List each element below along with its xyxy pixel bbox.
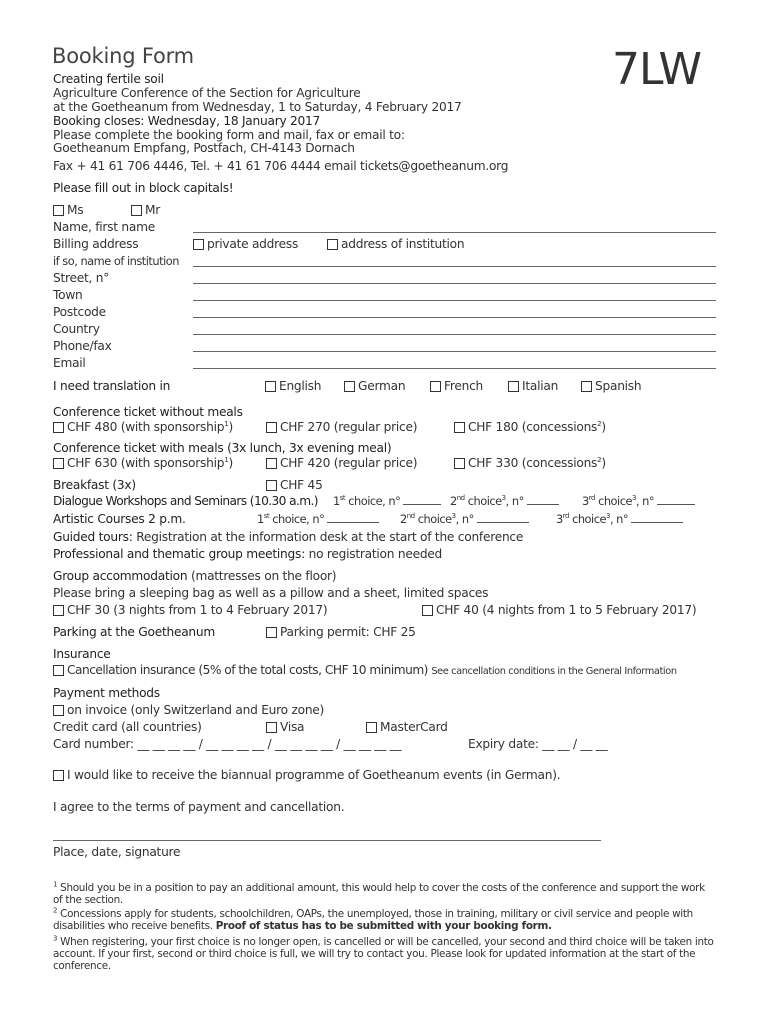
country-field[interactable] <box>193 334 716 335</box>
dialogue-choice-2[interactable]: 2nd choice$^3$, n° <box>450 494 559 508</box>
artistic-choice-1[interactable]: 1st choice, n° <box>257 512 379 526</box>
no-meals-concessions-checkbox[interactable] <box>454 422 465 433</box>
footnote-1: $^1$ Should you be in a position to pay an additional amount, this would help to cover the costs of the conference and support the work of the section. <box>53 880 705 906</box>
institution-name-field[interactable] <box>193 266 716 267</box>
postcode-label: Postcode <box>53 305 106 319</box>
mastercard-option[interactable]: MasterCard <box>366 720 448 734</box>
private-address-option[interactable]: private address <box>193 237 298 251</box>
parking-label: Parking at the Goetheanum <box>53 625 215 639</box>
dialogue-choice-3-field[interactable] <box>657 494 695 505</box>
translation-english[interactable]: English <box>265 379 321 393</box>
french-checkbox[interactable] <box>430 381 441 392</box>
translation-label: I need translation in <box>53 379 171 393</box>
artistic-choice-2[interactable]: 2nd choice$^3$, n° <box>400 512 529 526</box>
insurance-note: See cancellation conditions in the General Information <box>431 666 677 677</box>
parking-option[interactable]: Parking permit: CHF 25 <box>266 625 416 639</box>
breakfast-label: Breakfast (3x) <box>53 478 136 492</box>
meals-sponsorship-checkbox[interactable] <box>53 458 64 469</box>
visa-option[interactable]: Visa <box>266 720 304 734</box>
mr-option[interactable]: Mr <box>131 203 160 217</box>
visa-checkbox[interactable] <box>266 722 277 733</box>
german-checkbox[interactable] <box>344 381 355 392</box>
signature-field[interactable] <box>53 840 601 841</box>
payment-label: Payment methods <box>53 686 160 700</box>
no-meals-regular[interactable]: CHF 270 (regular price) <box>266 420 417 434</box>
name-field[interactable] <box>193 232 716 233</box>
footnote-3: $^3$ When registering, your first choice is no longer open, is cancelled or will be cancelled, your second and third choice will be taken into account. If your first, second or third choice is full, we will try to contact you. Please look for updated information at the start of the conference. <box>53 934 714 972</box>
form-code: 7LW <box>612 44 701 95</box>
insurance-option[interactable]: Cancellation insurance (5% of the total costs, CHF 10 minimum) See cancellation conditions in the General Information <box>53 663 677 679</box>
booking-closes: Booking closes: Wednesday, 18 January 2017 <box>53 114 321 128</box>
email-label: Email <box>53 356 86 370</box>
spanish-checkbox[interactable] <box>581 381 592 392</box>
no-meals-sponsorship-checkbox[interactable] <box>53 422 64 433</box>
dialogue-choice-2-field[interactable] <box>527 494 559 505</box>
street-field[interactable] <box>193 283 716 284</box>
accommodation-opt2[interactable]: CHF 40 (4 nights from 1 to 5 February 2017) <box>422 603 696 617</box>
parking-checkbox[interactable] <box>266 627 277 638</box>
institution-address-checkbox[interactable] <box>327 239 338 250</box>
ms-checkbox[interactable] <box>53 205 64 216</box>
dialogue-choice-3[interactable]: 3rd choice$^3$, n° <box>582 494 695 508</box>
artistic-label: Artistic Courses 2 p.m. <box>53 512 186 526</box>
institution-address-option[interactable]: address of institution <box>327 237 464 251</box>
meals-sponsorship[interactable]: CHF 630 (with sponsorship$^1$) <box>53 456 233 470</box>
contact-line: Fax + 41 61 706 4446, Tel. + 41 61 706 4444 email tickets@goetheanum.org <box>53 159 509 173</box>
accommodation-4-nights-checkbox[interactable] <box>422 605 433 616</box>
artistic-choice-1-field[interactable] <box>327 512 379 523</box>
translation-french[interactable]: French <box>430 379 483 393</box>
block-capitals-note: Please fill out in block capitals! <box>53 181 234 195</box>
page-title: Booking Form <box>52 44 194 68</box>
insurance-checkbox[interactable] <box>53 665 64 676</box>
accommodation-opt1[interactable]: CHF 30 (3 nights from 1 to 4 February 2017) <box>53 603 327 617</box>
ms-option[interactable]: Ms <box>53 203 83 217</box>
email-field[interactable] <box>193 368 716 369</box>
signature-label: Place, date, signature <box>53 845 181 859</box>
phone-field[interactable] <box>193 351 716 352</box>
instruction: Please complete the booking form and mail, fax or email to: <box>53 128 405 142</box>
programme-option[interactable]: I would like to receive the biannual programme of Goetheanum events (in German). <box>53 768 560 782</box>
town-field[interactable] <box>193 300 716 301</box>
private-address-checkbox[interactable] <box>193 239 204 250</box>
card-number-field[interactable]: Card number: __ __ __ __ / __ __ __ __ / __ __ __ __ / __ __ __ __ <box>53 737 402 751</box>
guided-tours: Guided tours: Registration at the information desk at the start of the conference <box>53 530 524 544</box>
meals-regular-checkbox[interactable] <box>266 458 277 469</box>
translation-italian[interactable]: Italian <box>508 379 558 393</box>
breakfast-checkbox[interactable] <box>266 480 277 491</box>
accommodation-note: Please bring a sleeping bag as well as a pillow and a sheet, limited spaces <box>53 586 489 600</box>
expiry-date-field[interactable]: Expiry date: __ __ / __ __ <box>468 737 608 751</box>
italian-checkbox[interactable] <box>508 381 519 392</box>
no-meals-regular-checkbox[interactable] <box>266 422 277 433</box>
no-meals-sponsorship[interactable]: CHF 480 (with sponsorship$^1$) <box>53 420 233 434</box>
meals-regular[interactable]: CHF 420 (regular price) <box>266 456 417 470</box>
meals-concessions[interactable]: CHF 330 (concessions$^2$) <box>454 456 606 470</box>
mr-checkbox[interactable] <box>131 205 142 216</box>
artistic-choice-3[interactable]: 3rd choice$^3$, n° <box>556 512 683 526</box>
conference-dates: at the Goetheanum from Wednesday, 1 to Saturday, 4 February 2017 <box>53 100 462 114</box>
dialogue-choice-1-field[interactable] <box>403 494 441 505</box>
street-label: Street, n° <box>53 271 110 285</box>
credit-card-label: Credit card (all countries) <box>53 720 202 734</box>
no-meals-concessions[interactable]: CHF 180 (concessions$^2$) <box>454 420 606 434</box>
agree-terms: I agree to the terms of payment and cancellation. <box>53 800 345 814</box>
translation-german[interactable]: German <box>344 379 405 393</box>
postcode-field[interactable] <box>193 317 716 318</box>
town-label: Town <box>53 288 83 302</box>
billing-label: Billing address <box>53 237 139 251</box>
name-label: Name, first name <box>53 220 155 234</box>
accommodation-3-nights-checkbox[interactable] <box>53 605 64 616</box>
no-meals-label: Conference ticket without meals <box>53 405 243 419</box>
subtitle: Creating fertile soil <box>53 72 164 86</box>
meals-concessions-checkbox[interactable] <box>454 458 465 469</box>
group-meetings: Professional and thematic group meetings: no registration needed <box>53 547 443 561</box>
programme-checkbox[interactable] <box>53 770 64 781</box>
breakfast-option[interactable]: CHF 45 <box>266 478 323 492</box>
mastercard-checkbox[interactable] <box>366 722 377 733</box>
dialogue-choice-1[interactable]: 1st choice, n° <box>333 494 441 508</box>
country-label: Country <box>53 322 100 336</box>
artistic-choice-3-field[interactable] <box>631 512 683 523</box>
accommodation-heading: Group accommodation (mattresses on the floor) <box>53 569 337 583</box>
meals-label: Conference ticket with meals (3x lunch, 3x evening meal) <box>53 441 392 455</box>
postal-address: Goetheanum Empfang, Postfach, CH-4143 Dornach <box>53 141 355 155</box>
footnote-2: $^2$ Concessions apply for students, schoolchildren, OAPs, the unemployed, those in training, military or civil service and people with disabilities who receive benefits. Proof of status has to be submitted with your booking form. <box>53 906 693 932</box>
conference-name: Agriculture Conference of the Section for Agriculture <box>53 86 361 100</box>
institution-name-label: if so, name of institution <box>53 254 179 268</box>
invoice-option[interactable]: on invoice (only Switzerland and Euro zone) <box>53 703 324 717</box>
invoice-checkbox[interactable] <box>53 705 64 716</box>
insurance-label: Insurance <box>53 647 111 661</box>
translation-spanish[interactable]: Spanish <box>581 379 641 393</box>
dialogue-label: Dialogue Workshops and Seminars (10.30 a.m.) <box>53 494 318 508</box>
artistic-choice-2-field[interactable] <box>477 512 529 523</box>
phone-label: Phone/fax <box>53 339 112 353</box>
english-checkbox[interactable] <box>265 381 276 392</box>
